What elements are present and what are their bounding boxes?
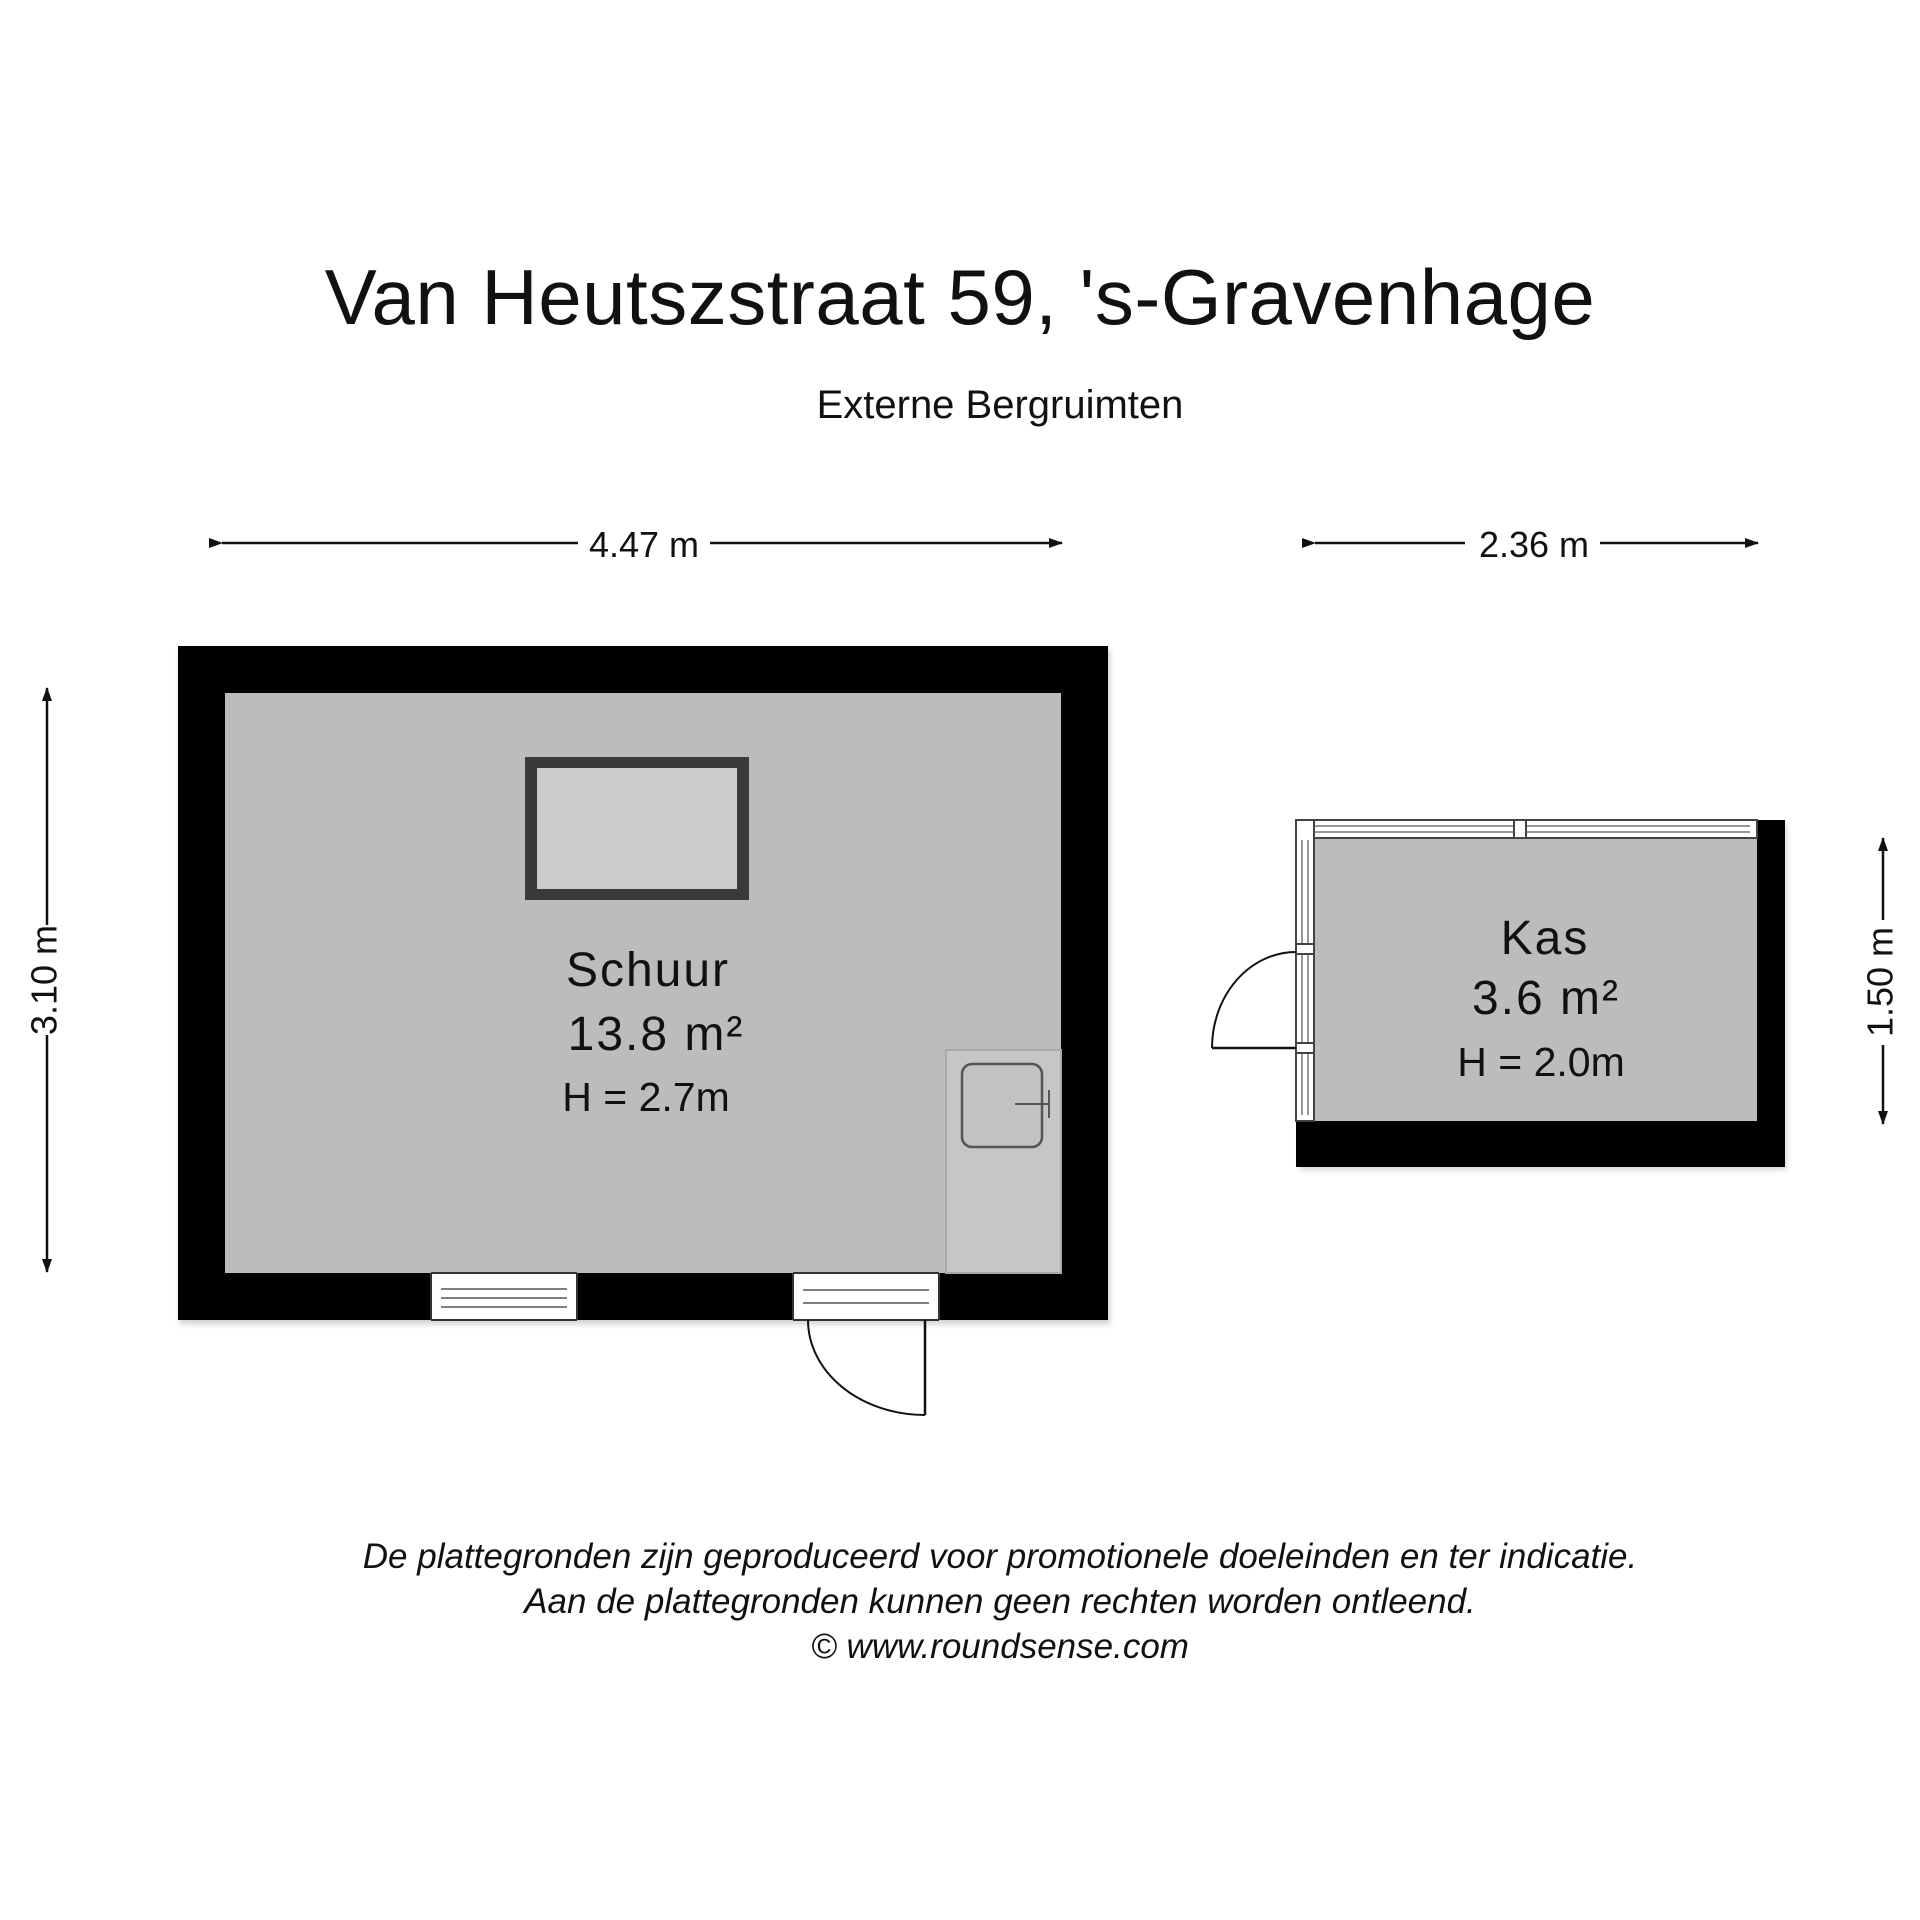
page-title: Van Heutszstraat 59, 's-Gravenhage [324,253,1596,341]
dimension-label: 2.36 m [1478,524,1590,565]
sink-icon [962,1064,1042,1147]
disclaimer-line-2: Aan de plattegronden kunnen geen rechten worden ontleend. [524,1582,1476,1621]
dimension-label: 4.47 m [588,524,700,565]
kas-glass-top [1296,820,1757,838]
dimension-kas-depth [1860,838,1901,1124]
dimension-label: 1.50 m [1859,926,1901,1038]
dimension-schuur-width [222,524,1062,565]
page-subtitle: Externe Bergruimten [816,383,1184,427]
dimension-schuur-depth [24,688,65,1272]
room-schuur [178,646,1110,1415]
door-kas [1212,952,1296,1048]
copyright: © www.roundsense.com [811,1627,1189,1666]
skylight-glass [537,768,737,889]
window-bottom [431,1273,577,1320]
door-swing-arc [1212,952,1296,1048]
disclaimer-line-1: De plattegronden zijn geproduceerd voor promotionele doeleinden en ter indicatie. [362,1537,1638,1576]
disclaimer [0,1534,1920,1669]
kas-wall-right [1757,820,1785,1167]
room-kas [1212,820,1787,1170]
room-area: 13.8 m² [567,1008,745,1061]
room-name: Kas [1500,912,1590,965]
room-height: H = 2.7m [562,1074,730,1120]
door-bottom [793,1273,939,1415]
door-swing-arc [808,1320,925,1415]
kas-glass-left [1296,820,1314,1121]
room-height: H = 2.0m [1457,1039,1625,1085]
dimension-kas-width [1315,524,1758,565]
dimension-label: 3.10 m [23,924,65,1036]
kas-wall-bottom [1296,1121,1785,1167]
room-area: 3.6 m² [1471,972,1621,1025]
room-name: Schuur [565,944,731,997]
